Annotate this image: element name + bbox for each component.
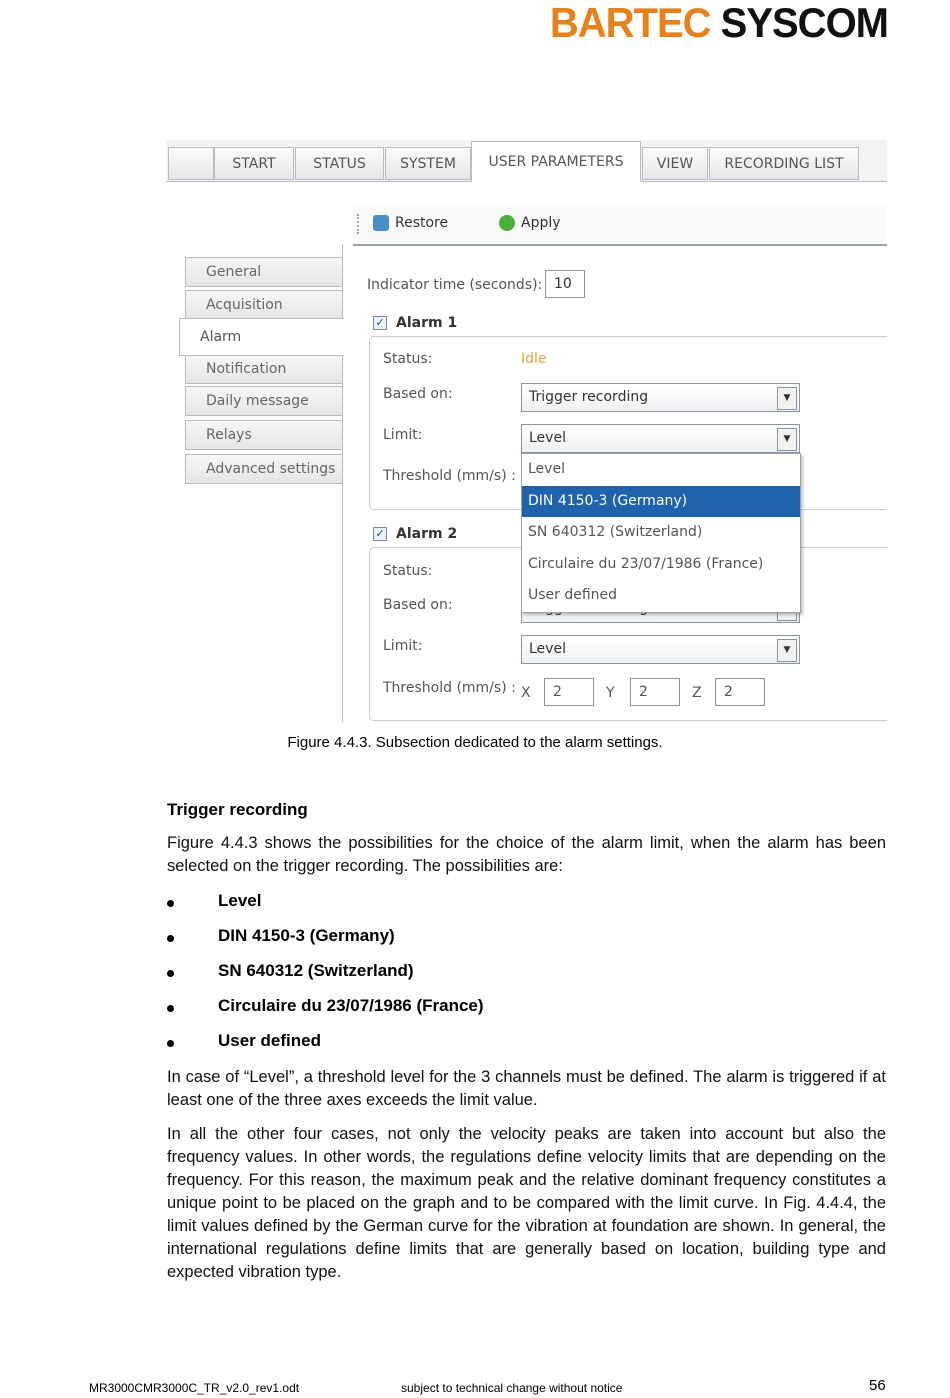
restore-button[interactable] [373, 215, 448, 231]
dropdown-option-user-defined[interactable]: User defined [528, 587, 618, 604]
y-threshold-input[interactable]: 2 [630, 678, 680, 706]
alarm2-limit-select[interactable] [521, 635, 800, 664]
indicator-time-input[interactable]: 10 [545, 270, 585, 298]
restore-label: Restore [395, 215, 449, 231]
chevron-down-icon[interactable]: ▼ [777, 428, 797, 451]
dropdown-option-din[interactable]: DIN 4150-3 (Germany) [522, 486, 800, 518]
indicator-time-label: Indicator time (seconds): [367, 277, 543, 293]
dropdown-option-sn[interactable]: SN 640312 (Switzerland) [528, 524, 703, 541]
alarm1-based-on-label: Based on: [383, 386, 453, 402]
alarm1-status-label: Status: [383, 351, 433, 367]
company-logo [550, 0, 888, 47]
sidebar-item-general[interactable]: General [185, 257, 343, 287]
apply-label: Apply [521, 215, 561, 231]
bullet-text: Circulaire du 23/07/1986 (France) [218, 996, 484, 1015]
dropdown-option-level[interactable]: Level [528, 461, 565, 477]
alarm1-status-value: Idle [521, 351, 547, 367]
alarm1-limit-select[interactable] [521, 424, 800, 453]
sidebar-item-relays[interactable]: Relays [185, 420, 343, 450]
apply-button[interactable] [499, 215, 561, 231]
tab-bar [166, 140, 887, 182]
chevron-down-icon[interactable]: ▼ [777, 639, 797, 662]
footer-filename: MR3000CMR3000C_TR_v2.0_rev1.odt [89, 1381, 300, 1395]
intro-paragraph: Figure 4.4.3 shows the possibilities for the choice of the alarm limit, when the alarm has been selected on the trigger recording. The possibilities are: [167, 834, 886, 875]
alarm1-based-on-select[interactable] [521, 383, 800, 412]
bullet-text: SN 640312 (Switzerland) [218, 961, 414, 980]
tab-status[interactable]: STATUS [295, 147, 384, 180]
alarm1-checkbox[interactable]: ✓ [373, 316, 387, 330]
limit-dropdown-list [521, 453, 801, 613]
sidebar-item-daily-message[interactable]: Daily message [185, 386, 343, 416]
tab-recording-list[interactable]: RECORDING LIST [709, 147, 859, 180]
z-threshold-input[interactable]: 2 [715, 678, 765, 706]
tab-view[interactable]: VIEW [642, 147, 708, 180]
toolbar-grip [357, 214, 362, 234]
alarm1-threshold-label: Threshold (mm/s) : [383, 468, 516, 484]
logo-syscom: SYSCOM [720, 0, 888, 47]
alarm2-title: Alarm 2 [396, 526, 458, 542]
alarm-settings-screenshot [166, 140, 887, 722]
bullet-text: DIN 4150-3 (Germany) [218, 926, 395, 945]
restore-icon [373, 215, 389, 231]
x-axis-label: X [521, 685, 531, 701]
section-heading: Trigger recording [167, 800, 308, 819]
check-icon [499, 215, 515, 231]
page-number: 56 [869, 1377, 886, 1394]
x-threshold-input[interactable]: 2 [544, 678, 594, 706]
level-paragraph: In case of “Level”, a threshold level for the 3 channels must be defined. The alarm is triggered if at least one of the three axes exceeds the limit value. [167, 1068, 886, 1109]
alarm1-title: Alarm 1 [396, 315, 458, 331]
tab-user-parameters[interactable]: USER PARAMETERS [471, 141, 641, 182]
alarm2-based-on-label: Based on: [383, 597, 453, 613]
alarm2-checkbox[interactable]: ✓ [373, 527, 387, 541]
footer-notice: subject to technical change without notice [401, 1381, 623, 1395]
tab-blank[interactable] [168, 147, 214, 180]
other-cases-paragraph: In all the other four cases, not only the velocity peaks are taken into account but also the frequency values. In other words, the regulations define velocity limits that are depending on the frequency. For this reason, the maximum peak and the relative dominant frequency constitutes a unique point to be placed on the graph and to be compared with the limit curve. In Fig. 4.4.4, the limit values defined by the German curve for the vibration at foundation are shown. In general, the international regulations define limits that are generally based on location, building type and expected vibration type. [167, 1125, 886, 1281]
figure-caption: Figure 4.4.3. Subsection dedicated to the alarm settings. [287, 734, 663, 751]
alarm2-limit-value: Level [529, 641, 566, 657]
dropdown-option-circulaire[interactable]: Circulaire du 23/07/1986 (France) [528, 555, 764, 572]
alarm1-based-on-value: Trigger recording [529, 389, 649, 405]
alarm1-limit-value: Level [529, 430, 566, 446]
tab-system[interactable]: SYSTEM [385, 147, 471, 180]
tab-start[interactable]: START [214, 147, 294, 180]
logo-bartec: BARTEC [549, 0, 711, 47]
toolbar [353, 206, 887, 246]
bullet-text: Level [218, 891, 262, 910]
bullet-text: User defined [218, 1031, 321, 1050]
alarm2-limit-label: Limit: [383, 638, 423, 654]
chevron-down-icon[interactable]: ▼ [777, 387, 797, 410]
alarm1-limit-label: Limit: [383, 427, 423, 443]
z-axis-label: Z [692, 685, 702, 701]
sidebar-item-advanced-settings[interactable]: Advanced settings [185, 454, 343, 484]
alarm2-status-label: Status: [383, 563, 433, 579]
sidebar-item-notification[interactable]: Notification [185, 354, 343, 384]
alarm2-threshold-label: Threshold (mm/s) : [383, 680, 516, 696]
sidebar-item-alarm[interactable]: Alarm [179, 318, 344, 356]
sidebar-item-acquisition[interactable]: Acquisition [185, 290, 343, 320]
y-axis-label: Y [606, 685, 615, 701]
